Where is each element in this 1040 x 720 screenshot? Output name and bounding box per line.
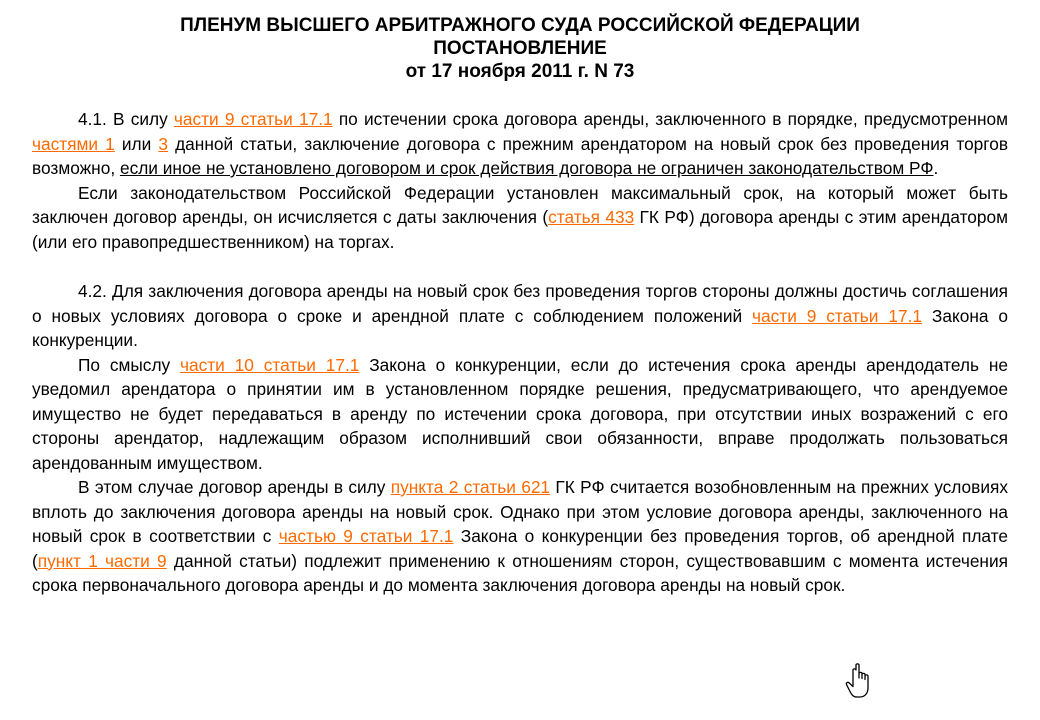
paragraph-text: Закона о конкуренции, если до истечения срока аренды арендодатель не уведомил арендатора о принятии им в установленном порядке решения, предусматривающего, что арендуемое имущество не будет передаваться в аренду по истечении срока договора, при отсутствии иных возражений с его стороны арендатор, надлежащим образом исполнивший свои обязанности, вправе продолжать пользоваться арендованным имуществом. bbox=[32, 354, 1008, 473]
document-date: от 17 ноября 2011 г. N 73 bbox=[405, 61, 635, 82]
paragraph-text: Закона о конкуренции без проведения торгов, об арендной плате ( bbox=[32, 526, 1008, 571]
link-article-433[interactable]: статья 433 bbox=[548, 207, 635, 227]
link-part-9-article-17-1[interactable]: части 9 статьи 17.1 bbox=[752, 305, 922, 326]
paragraph-text: ГК РФ) договора аренды с этим арендатором (или его правопредшественником) на торгах. bbox=[32, 207, 1009, 252]
paragraph-text: В этом случае договор аренды в силу bbox=[78, 477, 391, 497]
paragraph-text: ГК РФ считается возобновленным на прежних условиях вплоть до заключения договора аренды на новый срок. Однако при этом условие договора аренды, заключенного на новый срок в соответствии с bbox=[32, 477, 1008, 546]
paragraph-text: по истечении срока договора аренды, заключенного в порядке, предусмотренном bbox=[332, 109, 1008, 129]
paragraph-4-2 bbox=[32, 279, 1008, 353]
link-part-10-article-17-1[interactable]: части 10 статьи 17.1 bbox=[180, 354, 360, 375]
paragraph-text: Закона о конкуренции. bbox=[32, 305, 1008, 350]
paragraph-text: данной статьи, заключение договора с прежним арендатором на новый срок без проведения торгов возможно, bbox=[32, 133, 1009, 178]
paragraph-text: . bbox=[933, 158, 939, 178]
paragraph-text: 4.2. Для заключения договора аренды на новый срок без проведения торгов стороны должны достичь соглашения о новых условиях договора о сроке и арендной плате с соблюдением положений bbox=[32, 281, 1008, 326]
paragraph-4-1 bbox=[32, 107, 1008, 181]
paragraph-text: По смыслу bbox=[78, 354, 181, 375]
document-heading bbox=[32, 14, 1008, 83]
document-type: ПОСТАНОВЛЕНИЕ bbox=[433, 38, 607, 59]
document-body bbox=[32, 107, 1008, 598]
link-parts-1[interactable]: частями 1 bbox=[32, 133, 115, 154]
paragraph-text: данной статьи) подлежит применению к отношениям сторон, существовавшим с момента истечения срока первоначального договора аренды и до момента заключения договора аренды на новый срок. bbox=[32, 550, 1008, 595]
paragraph-text: 4.1. В силу bbox=[78, 109, 174, 129]
hand-pointer-icon bbox=[842, 661, 882, 701]
underlined-emphasis: если иное не установлено договором и срок действия договора не ограничен законодательством РФ bbox=[119, 158, 934, 178]
link-part-9-article-17-1[interactable]: части 9 статьи 17.1 bbox=[173, 109, 333, 129]
paragraph-renewal bbox=[32, 475, 1008, 598]
paragraph-text: Если законодательством Российской Федерации установлен максимальный срок, на который может быть заключен договор аренды, он исчисляется с даты заключения ( bbox=[32, 182, 1008, 227]
link-clause-2-article-621[interactable]: пункта 2 статьи 621 bbox=[390, 477, 551, 497]
paragraph-max-term bbox=[32, 181, 1008, 255]
paragraph-text: или bbox=[114, 133, 159, 154]
paragraph-meaning bbox=[32, 353, 1008, 476]
link-part-9-article-17-1[interactable]: частью 9 статьи 17.1 bbox=[278, 526, 454, 546]
link-clause-1-part-9[interactable]: пункт 1 части 9 bbox=[37, 550, 167, 571]
link-part-3[interactable]: 3 bbox=[158, 133, 168, 154]
court-name: ПЛЕНУМ ВЫСШЕГО АРБИТРАЖНОГО СУДА РОССИЙСКОЙ ФЕДЕРАЦИИ bbox=[180, 15, 860, 36]
